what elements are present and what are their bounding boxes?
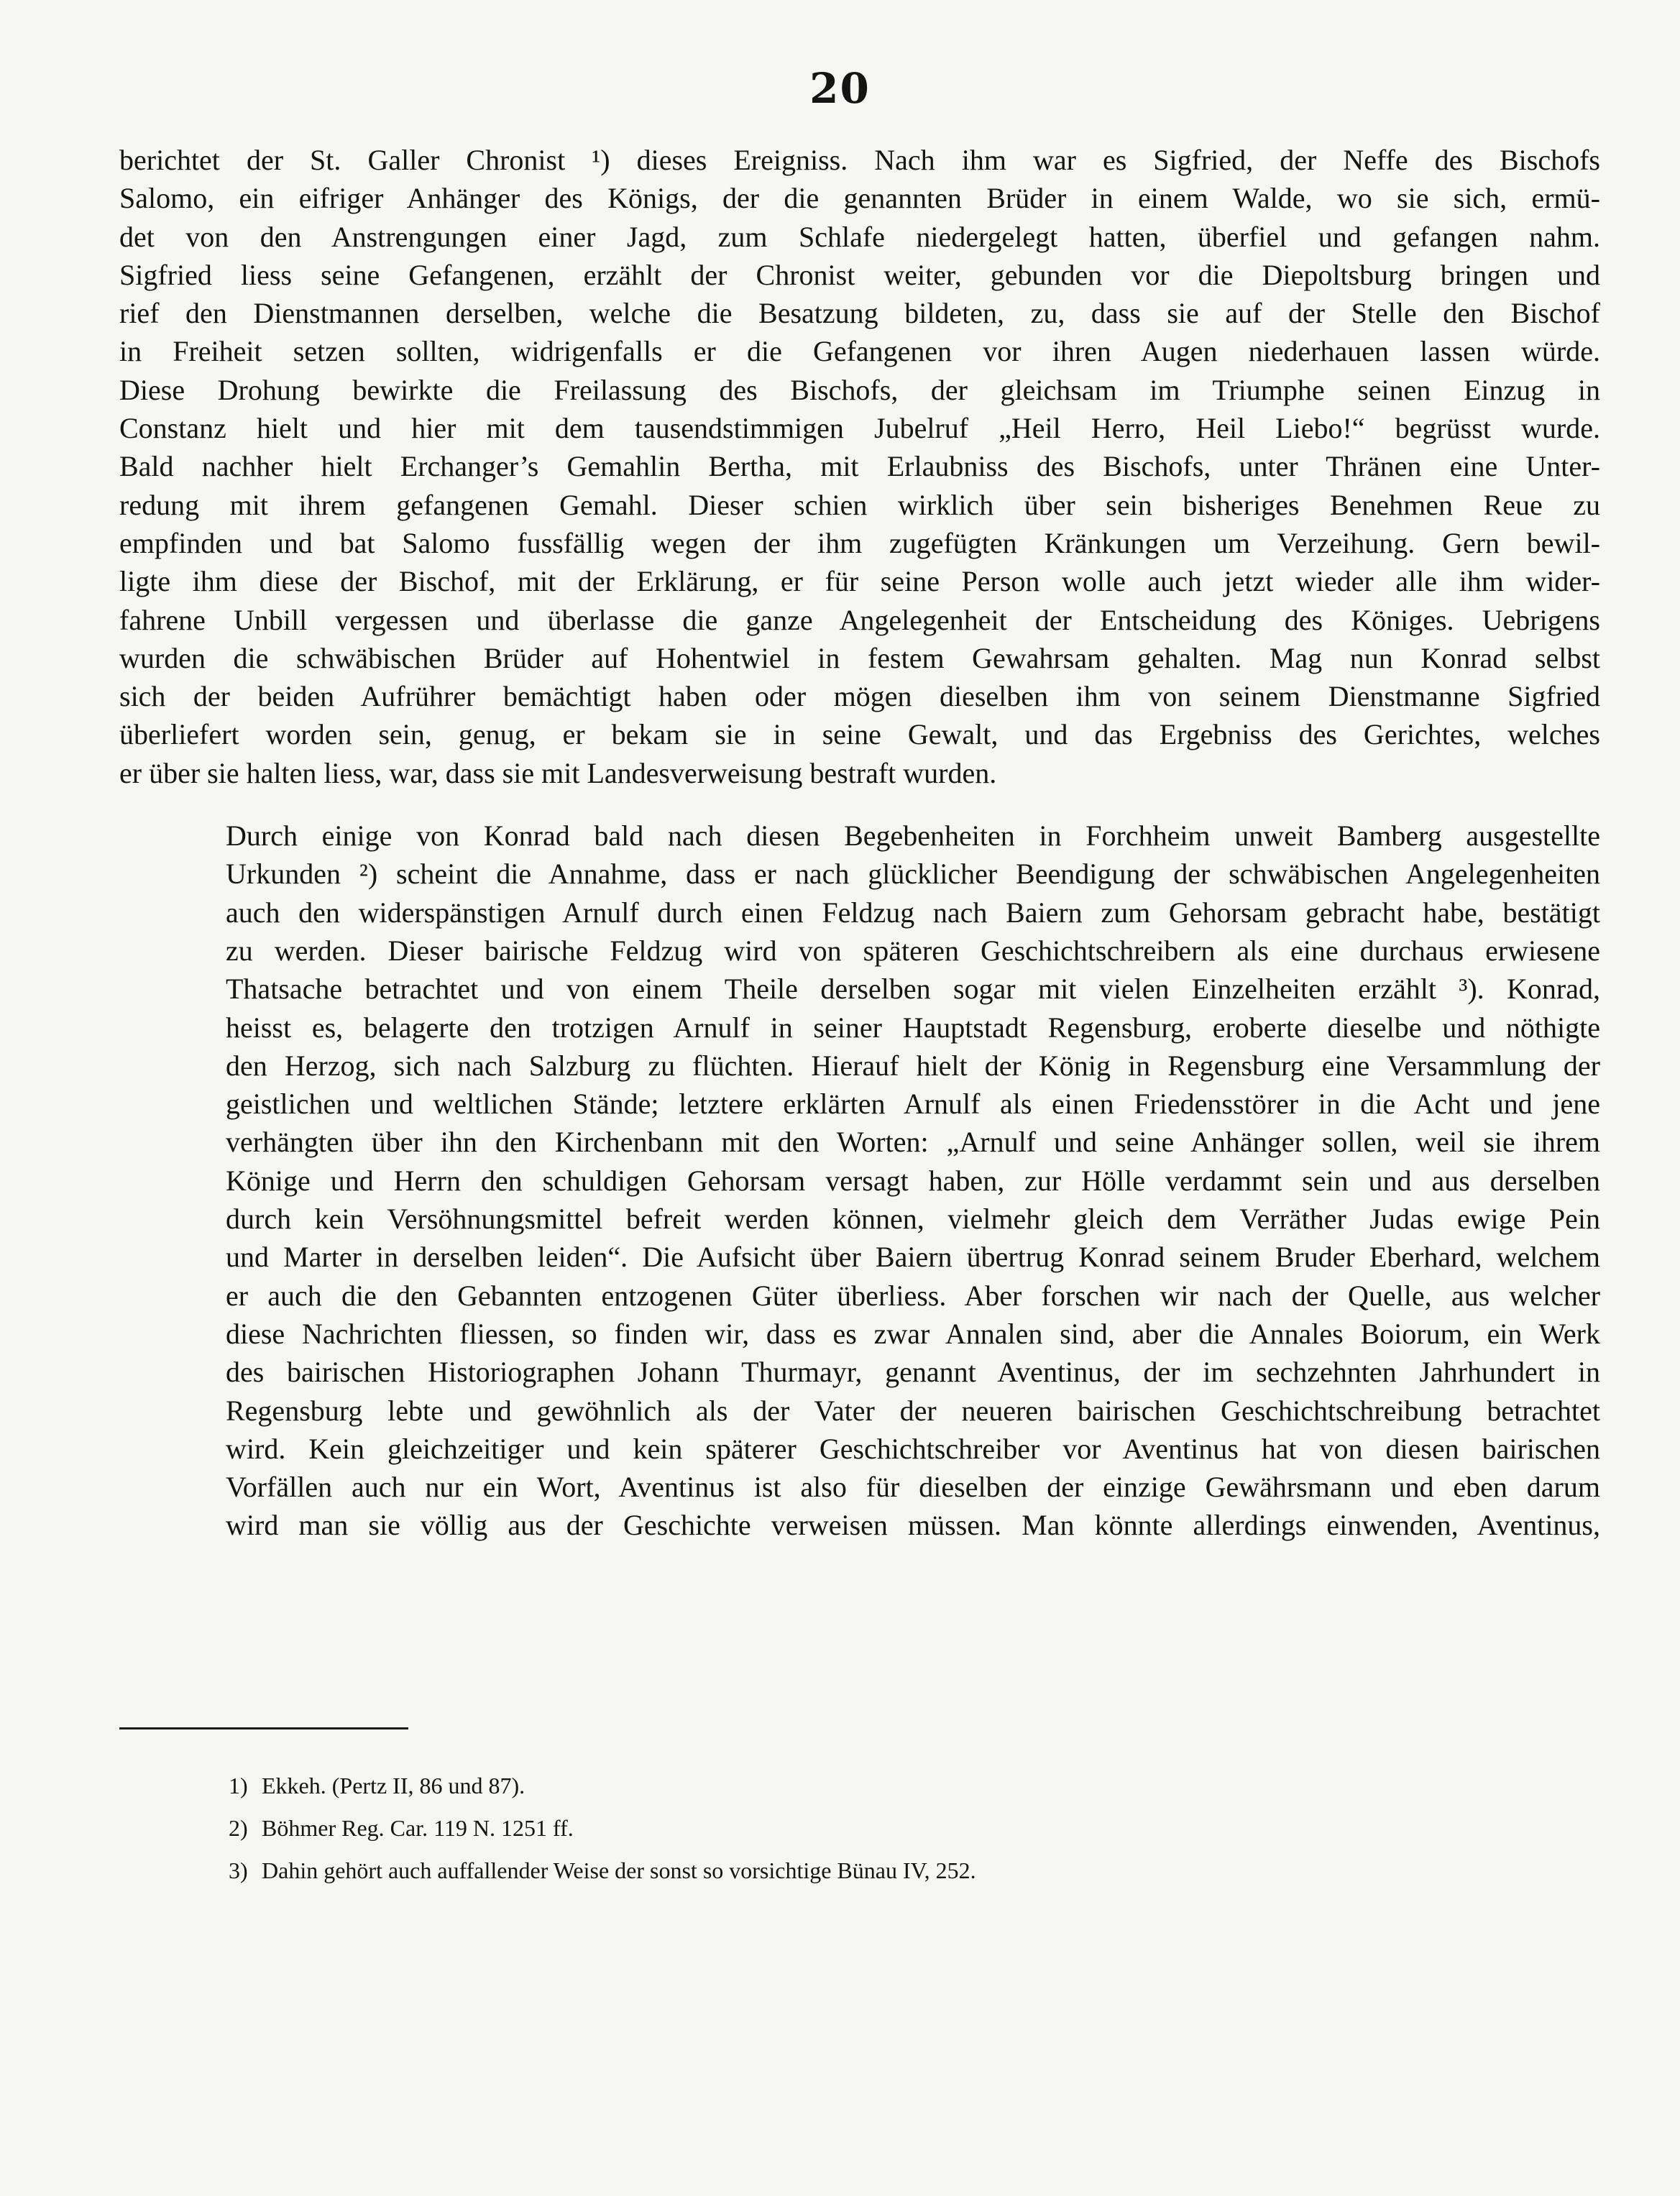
text-line: verhängten über ihn den Kirchenbann mit den Worten: „Arnulf und seine Anhänger sollen, weil sie ihrem bbox=[226, 1126, 1600, 1159]
footnote-divider bbox=[119, 1727, 408, 1729]
footnote-number: 2) bbox=[229, 1815, 248, 1841]
footnote-1 bbox=[229, 1765, 1594, 1807]
text-line: den Herzog, sich nach Salzburg zu flüchten. Hierauf hielt der König in Regensburg eine Versammlung der bbox=[226, 1049, 1600, 1082]
text-line: Bald nachher hielt Erchanger’s Gemahlin Bertha, mit Erlaubniss des Bischofs, unter Thränen eine Unter- bbox=[119, 450, 1600, 483]
text-line: ligte ihm diese der Bischof, mit der Erklärung, er für seine Person wolle auch jetzt wieder alle ihm wider- bbox=[119, 565, 1600, 598]
footnotes bbox=[229, 1765, 1594, 1892]
text-line: Salomo, ein eifriger Anhänger des Königs, der die genannten Brüder in einem Walde, wo sie sich, ermü- bbox=[119, 182, 1600, 215]
text-line: er über sie halten liess, war, dass sie mit Landesverweisung bestraft wurden. bbox=[119, 756, 997, 789]
text-line: und Marter in derselben leiden“. Die Aufsicht über Baiern übertrug Konrad seinem Bruder Eberhard, welchem bbox=[226, 1241, 1600, 1274]
footnote-3 bbox=[229, 1850, 1594, 1892]
text-line: empfinden und bat Salomo fussfällig wegen der ihm zugefügten Kränkungen um Verzeihung. Gern bewil- bbox=[119, 526, 1600, 559]
text-line: des bairischen Historiographen Johann Thurmayr, genannt Aventinus, der im sechzehnten Jahrhundert in bbox=[226, 1356, 1600, 1389]
text-line: heisst es, belagerte den trotzigen Arnulf in seiner Hauptstadt Regensburg, eroberte dieselbe und nöthigte bbox=[226, 1011, 1600, 1044]
footnote-text: Dahin gehört auch auffallender Weise der sonst so vorsichtige Bünau IV, 252. bbox=[262, 1857, 976, 1883]
text-line: in Freiheit setzen sollten, widrigenfalls er die Gefangenen vor ihren Augen niederhauen lassen würde. bbox=[119, 335, 1600, 368]
text-line: wird. Kein gleichzeitiger und kein späterer Geschichtschreiber vor Aventinus hat von diesen bairischen bbox=[226, 1432, 1600, 1465]
text-line: Urkunden ²) scheint die Annahme, dass er nach glücklicher Beendigung der schwäbischen Angelegenheiten bbox=[226, 858, 1600, 891]
main-text bbox=[119, 141, 1600, 1545]
text-line: Diese Drohung bewirkte die Freilassung des Bischofs, der gleichsam im Triumphe seinen Einzug in bbox=[119, 373, 1600, 406]
page-number: 20 bbox=[809, 64, 871, 113]
footnote-2 bbox=[229, 1807, 1594, 1850]
footnote-text: Böhmer Reg. Car. 119 N. 1251 ff. bbox=[262, 1815, 574, 1841]
text-line: sich der beiden Aufrührer bemächtigt haben oder mögen dieselben ihm von seinem Dienstmanne Sigfried bbox=[119, 680, 1600, 713]
footnote-text: Ekkeh. (Pertz II, 86 und 87). bbox=[262, 1773, 525, 1798]
text-line: berichtet der St. Galler Chronist ¹) dieses Ereigniss. Nach ihm war es Sigfried, der Neffe des Bischofs bbox=[119, 144, 1600, 176]
footnote-number: 1) bbox=[229, 1773, 248, 1798]
text-line: wird man sie völlig aus der Geschichte verweisen müssen. Man könnte allerdings einwenden, Aventinus, bbox=[226, 1509, 1600, 1542]
text-line: Durch einige von Konrad bald nach diesen Begebenheiten in Forchheim unweit Bamberg ausgestellte bbox=[226, 819, 1600, 853]
text-line: Vorfällen auch nur ein Wort, Aventinus ist also für dieselben der einzige Gewährsmann und eben darum bbox=[226, 1471, 1600, 1504]
text-line: fahrene Unbill vergessen und überlasse die ganze Angelegenheit der Entscheidung des Königes. Uebrigens bbox=[119, 603, 1600, 636]
paragraph-1 bbox=[119, 141, 1600, 792]
text-line: er auch die den Gebannten entzogenen Güter überliess. Aber forschen wir nach der Quelle, aus welcher bbox=[226, 1279, 1600, 1312]
text-line: geistlichen und weltlichen Stände; letztere erklärten Arnulf als einen Friedensstörer in die Acht und jene bbox=[226, 1088, 1600, 1121]
text-line: Constanz hielt und hier mit dem tausendstimmigen Jubelruf „Heil Herro, Heil Liebo!“ begrüsst wurde. bbox=[119, 412, 1600, 445]
text-line: diese Nachrichten fliessen, so finden wir, dass es zwar Annalen sind, aber die Annales Boiorum, ein Werk bbox=[226, 1317, 1600, 1350]
text-line: Sigfried liess seine Gefangenen, erzählt der Chronist weiter, gebunden vor die Diepoltsburg bringen und bbox=[119, 258, 1600, 291]
text-line: durch kein Versöhnungsmittel befreit werden können, vielmehr gleich dem Verräther Judas ewige Pein bbox=[226, 1203, 1600, 1236]
text-line: auch den widerspänstigen Arnulf durch einen Feldzug nach Baiern zum Gehorsam gebracht habe, bestätigt bbox=[226, 896, 1600, 929]
text-line: redung mit ihrem gefangenen Gemahl. Dieser schien wirklich über sein bisheriges Benehmen Reue zu bbox=[119, 488, 1600, 521]
text-line: det von den Anstrengungen einer Jagd, zum Schlafe niedergelegt hatten, überfiel und gefangen nahm. bbox=[119, 220, 1600, 253]
text-line: Könige und Herrn den schuldigen Gehorsam versagt haben, zur Hölle verdammt sein und aus derselben bbox=[226, 1164, 1600, 1197]
text-line: Thatsache betrachtet und von einem Theile derselben sogar mit vielen Einzelheiten erzählt ³). Konrad, bbox=[226, 973, 1600, 1006]
text-line: rief den Dienstmannen derselben, welche die Besatzung bildeten, zu, dass sie auf der Stelle den Bischof bbox=[119, 297, 1600, 330]
text-line: Regensburg lebte und gewöhnlich als der Vater der neueren bairischen Geschichtschreibung betrachtet bbox=[226, 1394, 1600, 1427]
text-line: überliefert worden sein, genug, er bekam sie in seine Gewalt, und das Ergebniss des Gerichtes, welches bbox=[119, 718, 1600, 751]
text-line: zu werden. Dieser bairische Feldzug wird von späteren Geschichtschreibern als eine durchaus erwiesene bbox=[226, 934, 1600, 967]
footnote-number: 3) bbox=[229, 1857, 248, 1883]
text-line: wurden die schwäbischen Brüder auf Hohentwiel in festem Gewahrsam gehalten. Mag nun Konrad selbst bbox=[119, 641, 1600, 674]
paragraph-2 bbox=[119, 817, 1600, 1545]
